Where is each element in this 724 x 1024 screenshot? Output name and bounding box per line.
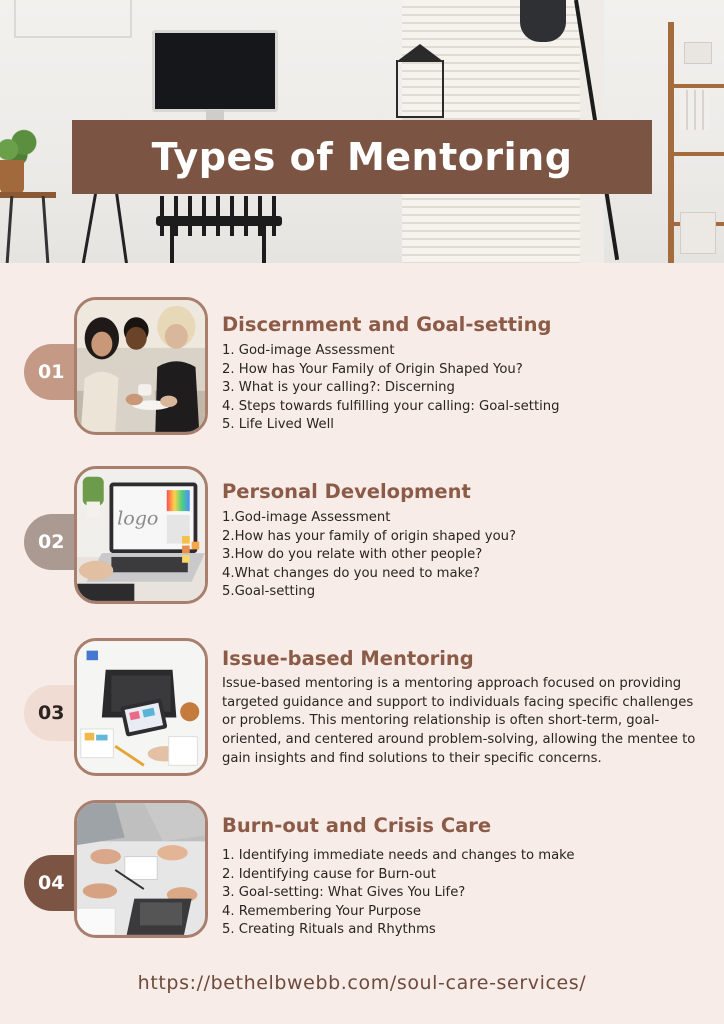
section-list xyxy=(222,847,574,940)
list-item: 3.How do you relate with other people? xyxy=(222,547,483,563)
meeting-hands-photo xyxy=(74,800,208,938)
plant-pot xyxy=(0,160,24,194)
shelf-box xyxy=(684,42,712,64)
mentoring-group-photo xyxy=(74,297,208,435)
section-number: 02 xyxy=(38,531,65,553)
chair-leg xyxy=(262,224,266,263)
meeting-hands-illustration xyxy=(77,803,205,935)
lantern xyxy=(396,60,444,118)
list-item: 5. Life Lived Well xyxy=(222,417,334,433)
list-item: 4. Remembering Your Purpose xyxy=(222,903,422,919)
section-list xyxy=(222,342,560,435)
list-item: 4. Steps towards fulfilling your calling: Goal-setting xyxy=(222,398,560,414)
section-list xyxy=(222,509,516,602)
footer-url[interactable]: https://bethelbwebb.com/soul-care-services/ xyxy=(137,972,587,994)
list-item: 2. Identifying cause for Burn-out xyxy=(222,866,436,882)
list-item: 5.Goal-setting xyxy=(222,584,316,600)
mentoring-group-illustration xyxy=(77,300,205,432)
list-item: 1. Identifying immediate needs and changes to make xyxy=(222,848,575,863)
laptop-logo-photo xyxy=(74,466,208,604)
section-heading: Issue-based Mentoring xyxy=(222,647,474,670)
desk-tablet-illustration xyxy=(77,641,205,773)
chair-leg xyxy=(170,224,174,263)
plant-leaves xyxy=(0,128,40,164)
desk-leg xyxy=(115,192,128,263)
section-number: 04 xyxy=(38,872,65,894)
wall-frame xyxy=(14,0,132,38)
lamp-shade xyxy=(520,0,566,42)
monitor xyxy=(152,30,278,112)
list-item: 2. How has Your Family of Origin Shaped You? xyxy=(222,361,523,377)
list-item: 2.How has your family of origin shaped you? xyxy=(222,528,517,544)
shelf-bin xyxy=(680,212,716,254)
list-item: 3. Goal-setting: What Gives You Life? xyxy=(222,885,466,901)
desk-tablet-photo xyxy=(74,638,208,776)
section-number: 01 xyxy=(38,361,65,383)
section-heading: Personal Development xyxy=(222,480,471,503)
list-item: 1.God-image Assessment xyxy=(222,510,391,525)
section-number: 03 xyxy=(38,702,65,724)
laptop-logo-illustration xyxy=(77,469,205,601)
page-title: Types of Mentoring xyxy=(151,135,573,179)
list-item: 4.What changes do you need to make? xyxy=(222,565,480,581)
side-table-leg xyxy=(6,196,14,263)
side-table-leg xyxy=(42,196,50,263)
section-heading: Burn-out and Crisis Care xyxy=(222,814,492,837)
section-heading: Discernment and Goal-setting xyxy=(222,313,552,336)
side-table xyxy=(0,192,56,198)
list-item: 3. What is your calling?: Discerning xyxy=(222,380,455,396)
list-item: 1. God-image Assessment xyxy=(222,343,395,358)
laptop-screen-logo-text: logo xyxy=(117,506,159,530)
title-banner xyxy=(72,120,652,194)
list-item: 5. Creating Rituals and Rhythms xyxy=(222,922,436,938)
desk-leg xyxy=(82,192,97,263)
section-paragraph: Issue-based mentoring is a mentoring approach focused on providing targeted guidance and support to individuals facing specific challenges or problems. This mentoring relationship is often short-term, goal-oriented, and centered around problem-solving, allowing the mentee to gain insights and find solutions to their specific concerns. xyxy=(222,676,696,766)
shelf-books xyxy=(680,90,710,130)
